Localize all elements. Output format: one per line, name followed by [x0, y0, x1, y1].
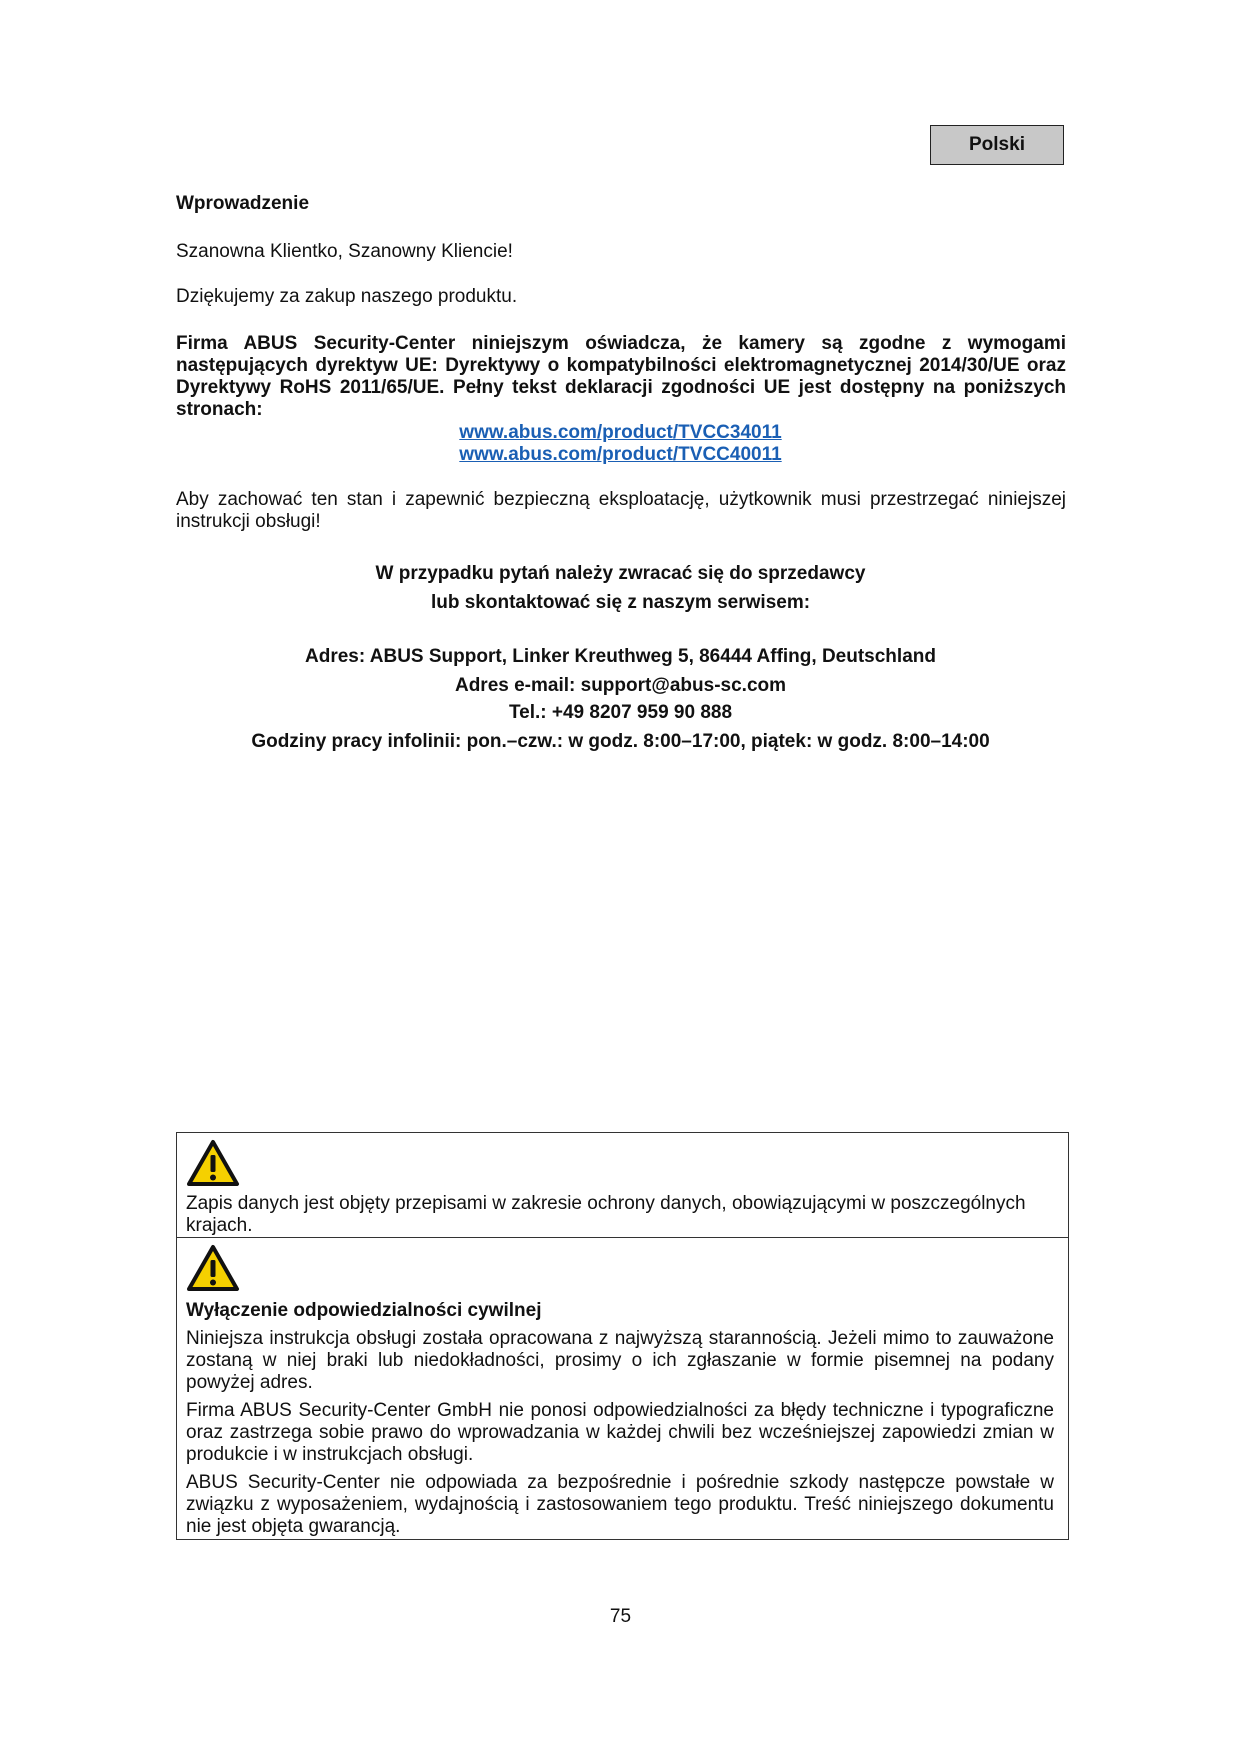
declaration-text: Firma ABUS Security-Center niniejszym oświadcza, że kamery są zgodne z wymogami następujących dyrektyw UE: Dyrektywy o kompatybilności elektromagnetycznej 2014/30/UE oraz Dyrektywy RoHS 2011/65/UE. Pełny tekst deklaracji zgodności UE jest dostępny na poniższych stronach:: [176, 333, 1066, 420]
page-number: 75: [609, 1606, 632, 1627]
disclaimer-title: Wyłączenie odpowiedzialności cywilnej: [186, 1300, 542, 1321]
disclaimer-paragraph-1: Niniejsza instrukcja obsługi została opracowana z najwyższą starannością. Jeżeli mimo to zauważone zostaną w niej braki lub niedokładności, prosimy o ich zgłaszanie w formie pisemnej na podany powyżej adres.: [186, 1328, 1054, 1393]
link-tvcc40011[interactable]: www.abus.com/product/TVCC40011: [459, 444, 782, 465]
contact-phone: Tel.: +49 8207 959 90 888: [508, 702, 733, 723]
contact-hours: Godziny pracy infolinii: pon.–czw.: w godz. 8:00–17:00, piątek: w godz. 8:00–14:00: [251, 731, 990, 752]
disclaimer-paragraph-3: ABUS Security-Center nie odpowiada za bezpośrednie i pośrednie szkody następcze powstałe w związku z wyposażeniem, wydajnością i zastosowaniem tego produktu. Treść niniejszego dokumentu nie jest objęta gwarancją.: [186, 1472, 1054, 1537]
contact-line-2: lub skontaktować się z naszym serwisem:: [430, 592, 811, 613]
contact-address: Adres: ABUS Support, Linker Kreuthweg 5, 86444 Affing, Deutschland: [305, 646, 936, 667]
warning-icon: [186, 1139, 240, 1187]
contact-line-1: W przypadku pytań należy zwracać się do sprzedawcy: [375, 563, 866, 584]
language-badge: Polski: [930, 125, 1064, 165]
declaration-links: [0, 422, 1241, 466]
data-protection-text: Zapis danych jest objęty przepisami w zakresie ochrony danych, obowiązującymi w poszczególnych krajach.: [186, 1193, 1026, 1236]
instructions-note: Aby zachować ten stan i zapewnić bezpieczną eksploatację, użytkownik musi przestrzegać niniejszej instrukcji obsługi!: [176, 489, 1066, 532]
contact-email: Adres e-mail: support@abus-sc.com: [454, 675, 787, 696]
disclaimer-paragraph-2: Firma ABUS Security-Center GmbH nie ponosi odpowiedzialności za błędy techniczne i typograficzne oraz zastrzega sobie prawo do wprowadzania w każdej chwili bez wcześniejszej zapowiedzi zmian w produkcie i w instrukcjach obsługi.: [186, 1400, 1054, 1465]
data-protection-cell: [177, 1133, 1068, 1238]
thanks-text: Dziękujemy za zakup naszego produktu.: [176, 286, 518, 307]
link-tvcc34011[interactable]: www.abus.com/product/TVCC34011: [459, 422, 782, 443]
greeting-text: Szanowna Klientko, Szanowny Kliencie!: [176, 241, 513, 262]
warning-icon: [186, 1244, 240, 1292]
disclaimer-cell: [177, 1238, 1068, 1538]
notice-box: [176, 1132, 1069, 1540]
section-title: Wprowadzenie: [176, 193, 310, 214]
